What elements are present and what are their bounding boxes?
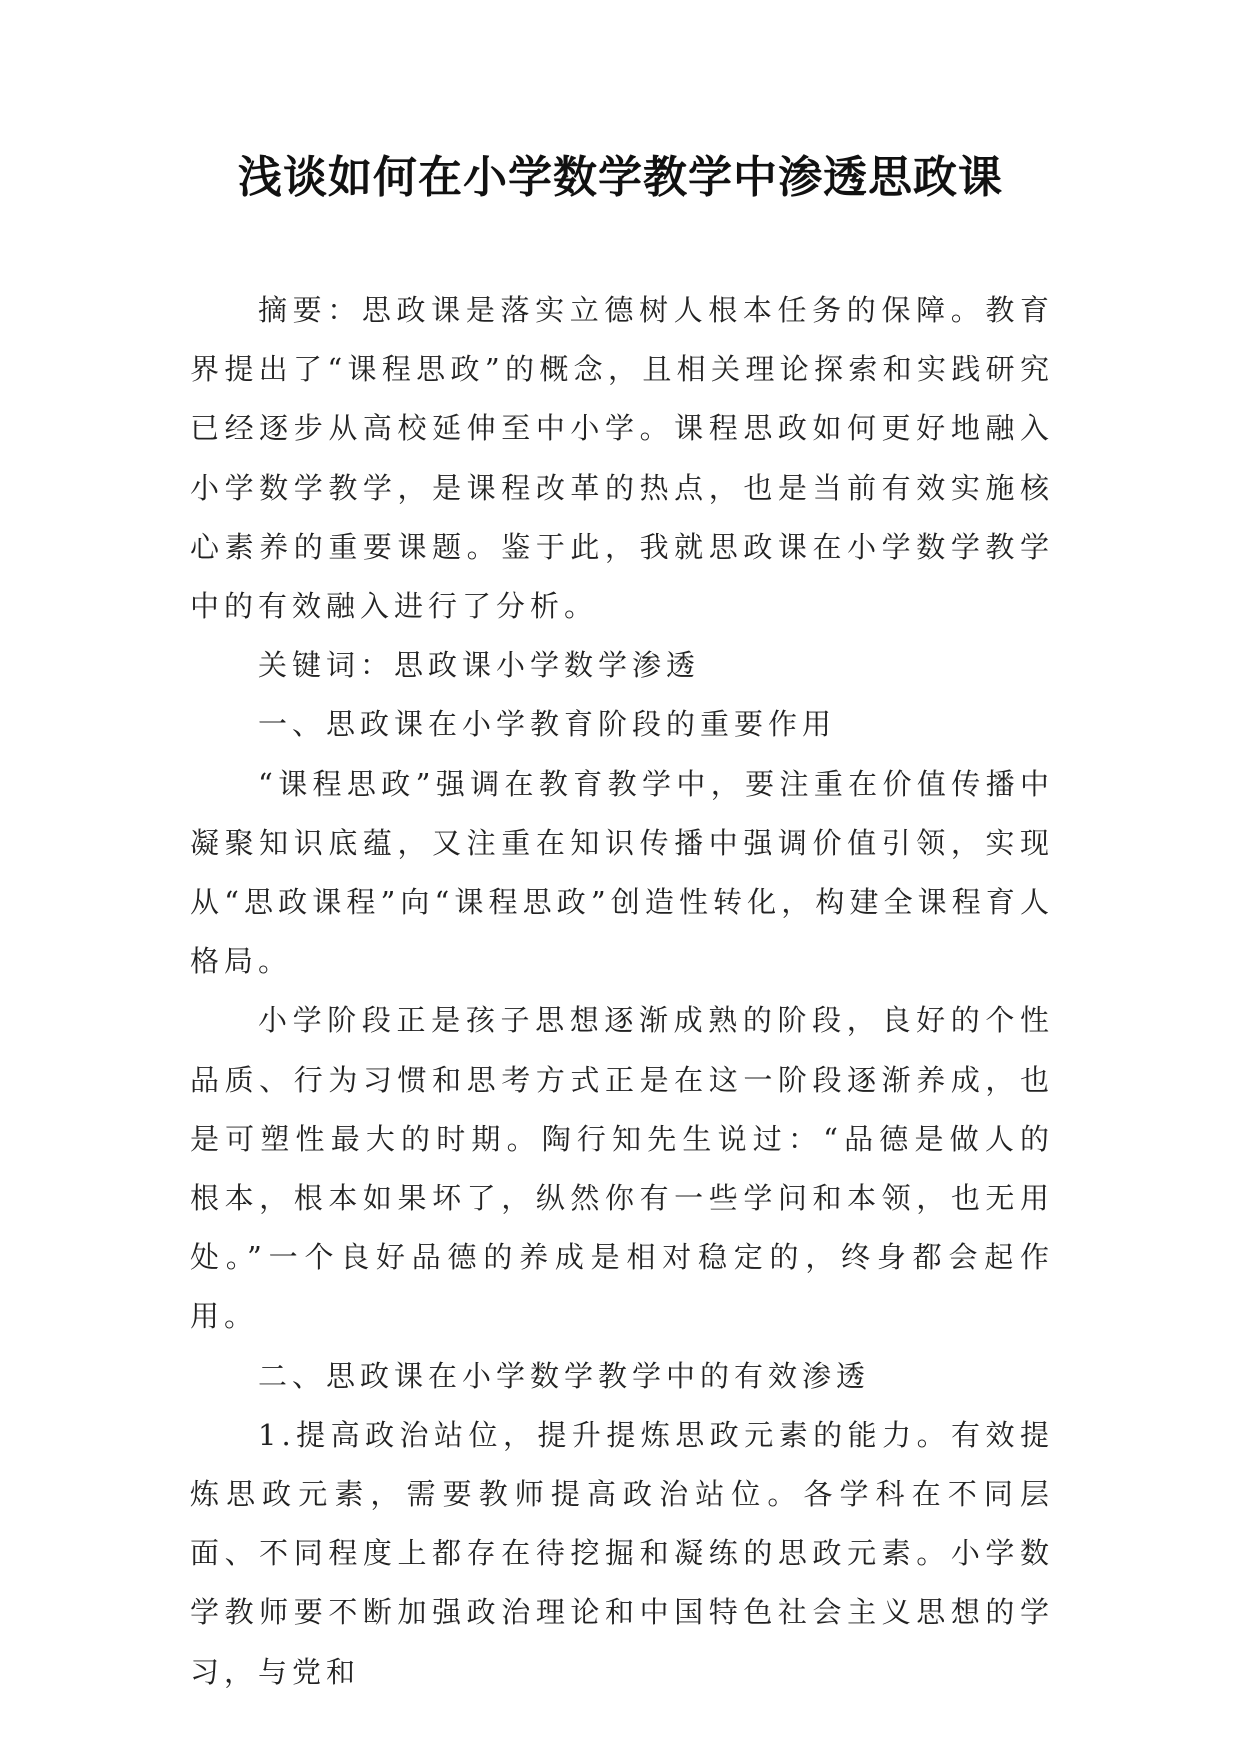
document-title: 浅谈如何在小学数学教学中渗透思政课 xyxy=(238,152,1003,203)
section-heading-1: 一、思政课在小学教育阶段的重要作用 xyxy=(258,707,837,742)
body-paragraph: “课程思政”强调在教育教学中，要注重在价值传播中凝聚知识底蕴，又注重在知识传播中强调价值引领，实现从“思政课程”向“课程思政”创造性转化，构建全课程育人格局。 xyxy=(190,766,1054,979)
keywords-line: 关键词：思政课小学数学渗透 xyxy=(258,648,701,683)
abstract-paragraph: 摘要：思政课是落实立德树人根本任务的保障。教育界提出了“课程思政”的概念，且相关理论探索和实践研究已经逐步从高校延伸至中小学。课程思政如何更好地融入小学数学教学，是课程改革的热点，也是当前有效实施核心素养的重要课题。鉴于此，我就思政课在小学数学教学中的有效融入进行了分析。 xyxy=(190,293,1054,624)
document-body xyxy=(190,281,1054,1702)
body-paragraph: 1.提高政治站位，提升提炼思政元素的能力。有效提炼思政元素，需要教师提高政治站位。各学科在不同层面、不同程度上都存在待挖掘和凝练的思政元素。小学数学教师要不断加强政治理论和中国特色社会主义思想的学习，与党和 xyxy=(190,1417,1054,1689)
section-heading-2: 二、思政课在小学数学教学中的有效渗透 xyxy=(258,1358,871,1393)
body-paragraph: 小学阶段正是孩子思想逐渐成熟的阶段，良好的个性品质、行为习惯和思考方式正是在这一阶段逐渐养成，也是可塑性最大的时期。陶行知先生说过：“品德是做人的根本，根本如果坏了，纵然你有一些学问和本领，也无用处。”一个良好品德的养成是相对稳定的，终身都会起作用。 xyxy=(190,1003,1054,1334)
